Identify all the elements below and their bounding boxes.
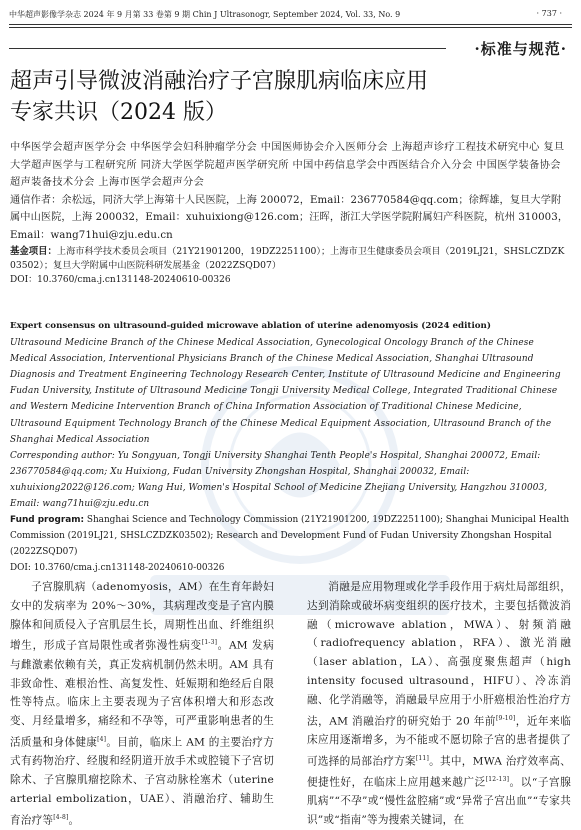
title-en: Expert consensus on ultrasound-guided microwave ablation of uterine adenomyosis (2024 edition) [10,321,491,331]
journal-line: 中华超声影像学杂志 2024 年 9 月第 33 卷第 9 期 Chin J Ultrasonogr, September 2024, Vol. 33, No. 9 [9,10,401,19]
header-rule [9,24,572,25]
chinese-front-matter [10,139,570,287]
body-column-right [307,578,571,830]
header-rule-thin [9,27,572,28]
fund-label-en: Fund program: [10,515,85,526]
body-text: ，近年来临床应用逐渐增多，为不能或不愿切除子宫的患者提供了可选择的局部治疗方案 [307,715,571,768]
citation-ref[interactable]: [9-10] [496,714,516,722]
english-front-matter [10,318,570,576]
body-text: 。以“子宫腺肌病”“不孕”或“慢性盆腔痛”或“异常子宫出血”“专家共识”或“指南”等为搜索关键词，在 [307,776,571,827]
page-number: · 737 · [536,9,562,18]
body-text: 。 [68,814,80,827]
citation-ref[interactable]: [12-13] [485,776,510,784]
authors-cn: 中华医学会超声医学分会 中华医学会妇科肿瘤学分会 中国医师协会介入医师分会 上海超声诊疗工程技术研究中心 复旦大学超声医学与工程研究所 同济大学医学院超声医学研究所 中国中药信息学会中西医结合介入分会 中国医学装备协会超声装备技术分会 上海市医学会超声分会 [10,142,565,189]
running-header [9,9,572,23]
body-text: 。AM 发病与雌激素依赖有关，真正发病机制仍然未明。AM 具有非致命性、难根治性、高复发性、妊娠期和绝经后自限性等特点。临床上主要表现为子宫体积增大和形态改变、月经量增多，痛经和不孕等，可严重影响患者的生活质量和身体健康 [10,639,274,749]
fund-text-en: Shanghai Science and Technology Commission (21Y21901200, 19DZ2251100); Shanghai Municipal Health Commission (2019LJ21, SHSLCZDZK03502); Research and Development Fund of Fudan University Zhongshan Hospital (2022ZSQD07) [10,515,570,558]
title-line-1: 超声引导微波消融治疗子宫腺肌病临床应用 [10,69,429,94]
citation-ref[interactable]: [11] [415,754,429,762]
fund-text-cn: 上海市科学技术委员会项目（21Y21901200，19DZ2251100）；上海市卫生健康委员会项目（2019LJ21，SHSLCZDZK 03502）；复旦大学附属中山医院科研发展基金（2022ZSQD07） [10,245,565,271]
citation-ref[interactable]: [4-8] [53,813,69,821]
paragraph [10,578,274,830]
fund-en [10,512,570,560]
body-text: 。其中，MWA 治疗效率高、便捷性好，在临床上应用越来越广泛 [307,755,571,789]
body-text: 。目前，临床上 AM 的主要治疗方式有药物治疗、经腹和经阴道开放手术或腔镜下子宫切除术、子宫腺肌瘤挖除术、子宫动脉栓塞术（uterine arterial embolization，UAE）、消融治疗、辅助生育治疗等 [10,736,274,827]
authors-en: Ultrasound Medicine Branch of the Chinese Medical Association, Gynecological Oncology Branch of the Chinese Medical Association, Interventional Physicians Branch of the Chinese Medical Association, Shanghai Ultrasound Diagnosis and Treatment Engineering Technology Research Center, Institute of Ultrasound Medicine and Engineering Fudan University, Institute of Ultrasound Medicine Tongji University Medical College, Integrated Traditional Chinese and Western Medicine Intervention Branch of China Information Association of Traditional Chinese Medicine, Ultrasound Equipment Technology Branch of the Chinese Medical Equipment Association, Ultrasound Branch of the Shanghai Medical Association [10,338,561,445]
citation-ref[interactable]: [1-3] [201,639,218,647]
fund-label-cn: 基金项目： [10,245,57,257]
article-title [10,66,490,128]
body-text: 消融是应用物理或化学手段作用于病灶局部组织，达到消除或破坏病变组织的医疗技术，主要包括微波消融（microwave ablation，MWA）、射频消融（radiofrequency ablation，RFA）、激光消融（laser ablation，LA）、高强度聚焦超声（high intensity focused ultrasound，HIFU）、冷冻消融、化学消融等，消融最早应用于小肝癌根治性治疗方法，AM 消融治疗的研究始于 20 年前 [307,581,571,728]
section-divider [9,48,446,49]
body-column-left [10,578,274,830]
title-line-2: 专家共识（2024 版） [10,100,227,125]
paragraph [307,578,571,830]
doi-en[interactable]: DOI: 10.3760/cma.j.cn131148-20240610-00326 [10,563,225,574]
citation-ref[interactable]: [4] [97,735,107,743]
body-text: 子宫腺肌病（adenomyosis，AM）在生育年龄妇女中的发病率为 20%～30%，其病理改变是子宫内膜腺体和间质侵入子宫肌层生长，周期性出血、纤维组织增生，形成子宫局限性或者弥漫性病变 [10,581,274,652]
fund-cn [10,245,570,274]
corresponding-cn: 通信作者：余松远，同济大学上海第十人民医院，上海 200072，Email：236770584@qq.com；徐辉雄，复旦大学附属中山医院，上海 200032，Email：xuhuixiong@126.com；汪晖，浙江大学医学院附属妇产科医院，杭州 310003，Email：wang71hui@zju.edu.cn [10,194,569,241]
section-label: ·标准与规范· [474,40,567,58]
corresponding-en: Corresponding author: Yu Songyuan, Tongji University Shanghai Tenth People's Hospital, Shanghai 200072, Email: 236770584@qq.com; Xu Huixiong, Fudan University Zhongshan Hospital, Shanghai 200032, Email: xuhuixiong2022@126.com; Wang Hui, Women's Hospital School of Medicine Zhejiang University, Hangzhou 310003, Email: wang71hui@zju.edu.cn [10,450,548,510]
doi-cn[interactable]: DOI：10.3760/cma.j.cn131148-20240610-00326 [10,275,231,286]
